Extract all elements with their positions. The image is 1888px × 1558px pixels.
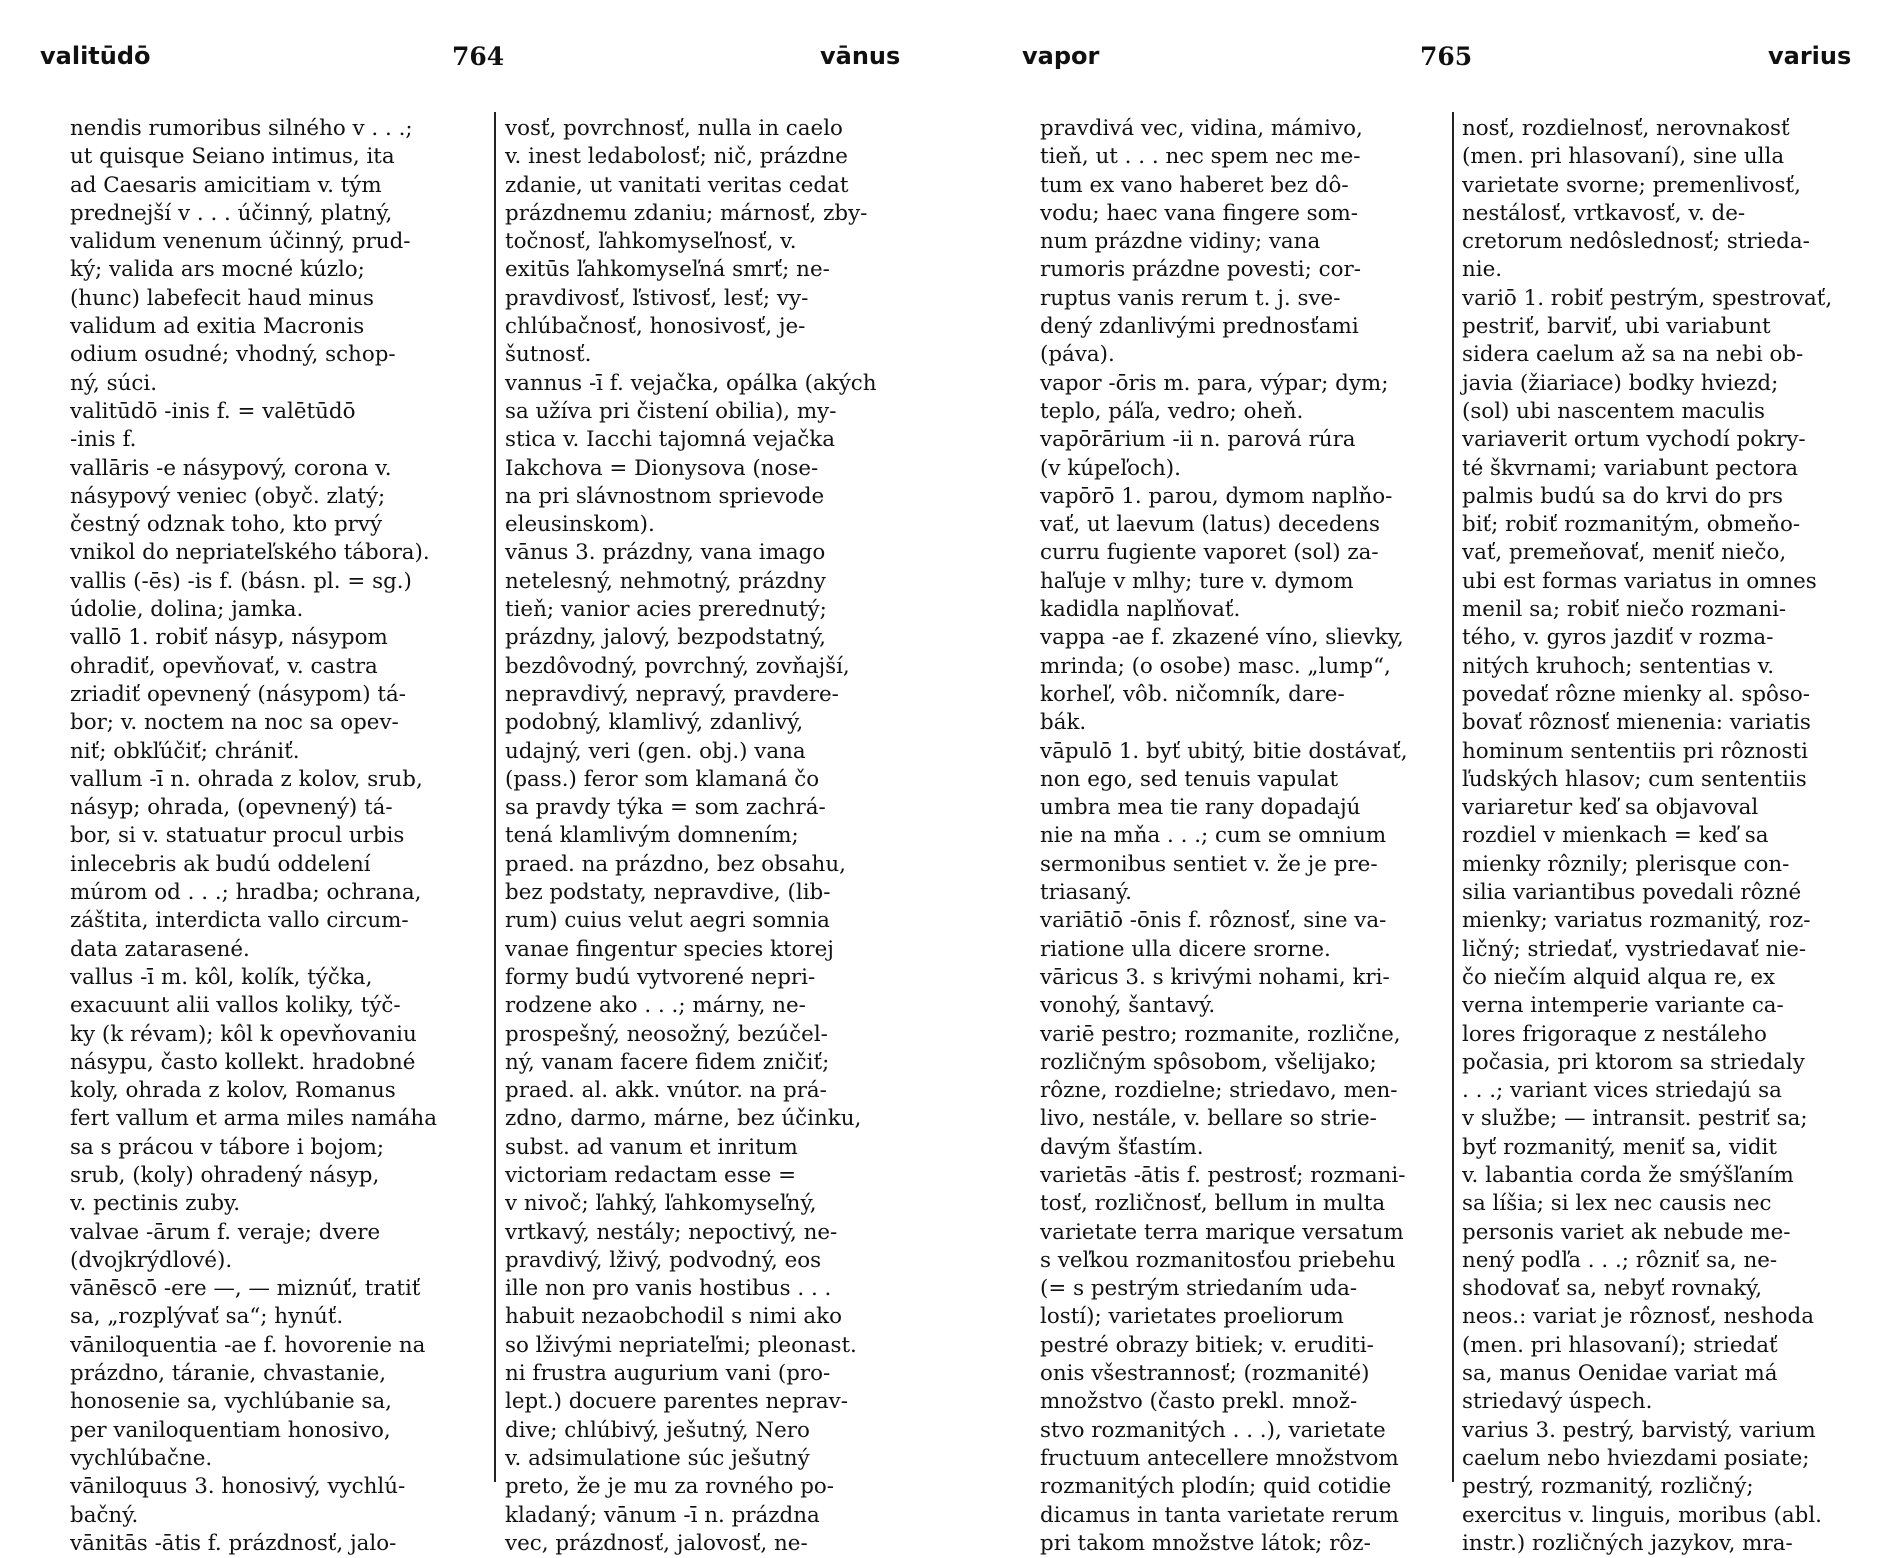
entry-text-line: sa pravdy týka = som zachrá- <box>505 795 826 821</box>
entry-text-line: exercitus v. linguis, moribus (abl. <box>1462 1502 1822 1528</box>
entry-text-line: pravdivý, lživý, podvodný, eos <box>505 1247 822 1273</box>
entry-text-line: Iakchova = Dionysova (nose- <box>505 455 819 481</box>
left-page-column-2 <box>505 115 905 1556</box>
entry-text-line: dive; chlúbivý, ješutný, Nero <box>505 1417 810 1443</box>
entry-text-line: údolie, dolina; jamka. <box>70 597 304 623</box>
entry-text-line: s veľkou rozmanitosťou priebehu <box>1040 1247 1396 1273</box>
entry-text-line: rôzne, rozdielne; striedavo, men- <box>1040 1078 1398 1104</box>
left-header-guide-word-last: vānus <box>820 42 901 70</box>
entry-text-line: vānitās -ātis f. prázdnosť, jalo- <box>70 1530 397 1556</box>
entry-text-line: na pri slávnostnom sprievode <box>505 483 825 509</box>
entry-text-line: neos.: variat je rôznosť, neshoda <box>1462 1304 1814 1330</box>
entry-text-line: bák. <box>1040 710 1087 736</box>
entry-text-line: biť; robiť rozmanitým, obmeňo- <box>1462 512 1801 538</box>
entry-text-line: stvo rozmanitých . . .), varietate <box>1040 1417 1386 1443</box>
entry-text-line: prázdny, jalový, bezpodstatný, <box>505 625 826 651</box>
entry-text-line: pestriť, barviť, ubi variabunt <box>1462 314 1771 340</box>
entry-text-line: bačný. <box>70 1502 139 1528</box>
entry-text-line: verna intemperie variante ca- <box>1462 993 1784 1019</box>
entry-text-line: v. inest ledabolosť; nič, prázdne <box>505 144 848 170</box>
entry-text-line: množstvo (často prekl. množ- <box>1040 1389 1358 1415</box>
entry-text-line: chlúbačnosť, honosivosť, je- <box>505 314 806 340</box>
entry-text-line: praed. na prázdno, bez obsahu, <box>505 851 846 877</box>
entry-text-line: sermonibus sentiet v. že je pre- <box>1040 851 1378 877</box>
entry-text-line: pravdivá vec, vidina, mámivo, <box>1040 116 1363 141</box>
entry-text-line: v. labantia corda že smýšľaním <box>1462 1162 1794 1188</box>
entry-text-line: mienky rôznily; plerisque con- <box>1462 851 1790 877</box>
entry-text-line: rumoris prázdne povesti; cor- <box>1040 257 1361 283</box>
entry-text-line: (= s pestrým striedaním uda- <box>1040 1276 1358 1302</box>
entry-text-line: lostí); varietates proeliorum <box>1040 1304 1344 1330</box>
entry-text-line: mienky; variatus rozmanitý, roz- <box>1462 908 1811 934</box>
entry-text-line: ný, vanam facere fidem zničiť; <box>505 1049 830 1075</box>
entry-text-line: nený podľa . . .; rôzniť sa, ne- <box>1462 1247 1778 1273</box>
entry-text-line: palmis budú sa do krvi do prs <box>1462 483 1784 509</box>
entry-text-line: formy budú vytvorené nepri- <box>505 964 816 990</box>
entry-text-line: menil sa; robiť niečo rozmani- <box>1462 597 1787 623</box>
entry-text-line: riatione ulla dicere srorne. <box>1040 936 1331 962</box>
entry-text-line: valitūdō -inis f. = valētūdō <box>70 398 356 424</box>
entry-text-line: udajný, veri (gen. obj.) vana <box>505 738 806 764</box>
entry-text-line: inlecebris ak budú oddelení <box>70 851 371 877</box>
entry-text-line: rozmanitých plodín; quid cotidie <box>1040 1474 1392 1500</box>
entry-text-line: variātiō -ōnis f. rôznosť, sine va- <box>1040 908 1387 934</box>
entry-text-line: vec, prázdnosť, jalovosť, ne- <box>505 1530 808 1556</box>
entry-text-line: shodovať sa, nebyť rovnaký, <box>1462 1276 1763 1302</box>
entry-text-line: striedavý úspech. <box>1462 1389 1653 1415</box>
entry-text-line: byť rozmanitý, meniť sa, vidit <box>1462 1134 1777 1160</box>
entry-text-line: cretorum nedôslednosť; strieda- <box>1462 229 1810 255</box>
entry-text-line: vodu; haec vana fingere som- <box>1040 200 1359 226</box>
entry-text-line: javia (žiariace) bodky hviezd; <box>1462 370 1779 396</box>
entry-text-line: ille non pro vanis hostibus . . . <box>505 1276 832 1302</box>
entry-text-line: vanae fingentur species ktorej <box>505 936 834 962</box>
entry-text-line: ličný; striedať, vystriedavať nie- <box>1462 936 1807 962</box>
entry-text-line: ad Caesaris amicitiam v. tým <box>70 172 382 198</box>
entry-text-line: zdno, darmo, márne, bez účinku, <box>505 1106 862 1132</box>
entry-text-line: niť; obkľúčiť; chrániť. <box>70 738 300 764</box>
entry-text-line: prednejší v . . . účinný, platný, <box>70 200 393 226</box>
entry-text-line: odium osudné; vhodný, schop- <box>70 342 396 368</box>
entry-text-line: vapōrō 1. parou, dymom naplňo- <box>1040 483 1393 509</box>
entry-text-line: mrinda; (o osobe) masc. „lump“, <box>1040 653 1391 679</box>
entry-text-line: variē pestro; rozmanite, rozlične, <box>1040 1021 1401 1047</box>
entry-text-line: vychlúbačne. <box>70 1445 213 1471</box>
entry-text-line: v. adsimulatione súc ješutný <box>505 1445 810 1471</box>
entry-text-line: triasaný. <box>1040 880 1132 906</box>
entry-text-line: nestálosť, vrtkavosť, v. de- <box>1462 200 1746 226</box>
entry-text-line: praed. al. akk. vnútor. na prá- <box>505 1078 827 1104</box>
entry-text-line: (dvojkrýdlové). <box>70 1247 233 1273</box>
entry-text-line: v. pectinis zuby. <box>70 1191 241 1217</box>
entry-text-line: ľudských hlasov; cum sententiis <box>1462 766 1807 792</box>
entry-text-line: prázdnemu zdaniu; márnosť, zby- <box>505 200 868 226</box>
entry-text-line: bez podstaty, nepravdive, (lib- <box>505 880 831 906</box>
entry-text-line: preto, že je mu za rovného po- <box>505 1474 835 1500</box>
right-page <box>1000 0 1888 1556</box>
entry-text-line: ohradiť, opevňovať, v. castra <box>70 653 378 679</box>
entry-text-line: vallō 1. robiť násyp, násypom <box>70 625 388 651</box>
entry-text-line: rodzene ako . . .; márny, ne- <box>505 993 806 1019</box>
entry-text-line: ut quisque Seiano intimus, ita <box>70 144 395 170</box>
entry-text-line: násypový veniec (obyč. zlatý; <box>70 483 386 509</box>
entry-text-line: exacuunt alii vallos koliky, týč- <box>70 993 401 1019</box>
entry-text-line: ký; valida ars mocné kúzlo; <box>70 257 365 283</box>
entry-text-line: valvae -ārum f. veraje; dvere <box>70 1219 381 1245</box>
entry-text-line: stica v. Iacchi tajomná vejačka <box>505 427 835 453</box>
entry-text-line: umbra mea tie rany dopadajú <box>1040 795 1361 821</box>
entry-text-line: šutnosť. <box>505 342 592 368</box>
entry-text-line: personis variet ak nebude me- <box>1462 1219 1791 1245</box>
entry-text-line: ni frustra augurium vani (pro- <box>505 1361 831 1387</box>
right-page-column-1 <box>1040 115 1440 1556</box>
entry-text-line: vapōrārium -ii n. parová rúra <box>1040 427 1356 453</box>
left-page-number: 764 <box>452 42 505 71</box>
entry-text-line: vonohý, šantavý. <box>1040 993 1216 1019</box>
entry-text-line: kladaný; vānum -ī n. prázdna <box>505 1502 820 1528</box>
entry-text-line: vať, ut laevum (latus) decedens <box>1040 512 1380 538</box>
entry-text-line: nendis rumoribus silného v . . .; <box>70 116 413 141</box>
entry-text-line: validum ad exitia Macronis <box>70 314 365 340</box>
entry-text-line: livo, nestále, v. bellare so strie- <box>1040 1106 1377 1132</box>
entry-text-line: (hunc) labefecit haud minus <box>70 285 374 311</box>
entry-text-line: vallum -ī n. ohrada z kolov, srub, <box>70 766 423 792</box>
entry-text-line: varius 3. pestrý, barvistý, varium <box>1462 1417 1816 1443</box>
entry-text-line: tosť, rozličnosť, bellum in multa <box>1040 1191 1386 1217</box>
entry-text-line: dicamus in tanta varietate rerum <box>1040 1502 1399 1528</box>
entry-text-line: (men. pri hlasovaní); striedať <box>1462 1332 1778 1358</box>
entry-text-line: korheľ, vôb. ničomník, dare- <box>1040 681 1345 707</box>
entry-text-line: počasia, pri ktorom sa striedaly <box>1462 1049 1805 1075</box>
entry-text-line: non ego, sed tenuis vapulat <box>1040 766 1339 792</box>
column-divider-left <box>494 112 496 1482</box>
entry-text-line: caelum nebo hviezdami posiate; <box>1462 1445 1810 1471</box>
entry-text-line: ky (k révam); kôl k opevňovaniu <box>70 1021 417 1047</box>
entry-text-line: tieň, ut . . . nec spem nec me- <box>1040 144 1361 170</box>
entry-text-line: . . .; variant vices striedajú sa <box>1462 1078 1782 1104</box>
entry-text-line: lores frigoraque z nestáleho <box>1462 1021 1767 1047</box>
left-page-column-1 <box>70 115 480 1556</box>
left-page <box>0 0 940 1556</box>
entry-text-line: násyp; ohrada, (opevnený) tá- <box>70 795 393 821</box>
entry-text-line: záštita, interdicta vallo circum- <box>70 908 409 934</box>
entry-text-line: haľuje v mlhy; ture v. dymom <box>1040 568 1354 594</box>
entry-text-line: (sol) ubi nascentem maculis <box>1462 398 1766 424</box>
right-header-guide-word-last: varius <box>1768 42 1852 70</box>
entry-text-line: vrtkavý, nestály; nepoctivý, ne- <box>505 1219 838 1245</box>
entry-text-line: ný, súci. <box>70 370 157 396</box>
entry-text-line: pestré obrazy bitiek; v. eruditi- <box>1040 1332 1374 1358</box>
entry-text-line: variaretur keď sa objavoval <box>1462 795 1759 821</box>
entry-text-line: nie na mňa . . .; cum se omnium <box>1040 823 1387 849</box>
entry-text-line: v službe; — intransit. pestriť sa; <box>1462 1106 1808 1132</box>
entry-text-line: násypu, často kollekt. hradobné <box>70 1049 416 1075</box>
entry-text-line: exitūs ľahkomyseľná smrť; ne- <box>505 257 830 283</box>
right-page-column-2 <box>1462 115 1862 1556</box>
entry-text-line: eleusinskom). <box>505 512 655 538</box>
entry-text-line: fructuum antecellere množstvom <box>1040 1445 1399 1471</box>
entry-text-line: srub, (koly) ohradený násyp, <box>70 1162 380 1188</box>
right-page-header <box>1000 42 1888 82</box>
entry-text-line: pravdivosť, ľstivosť, lesť; vy- <box>505 285 809 311</box>
entry-text-line: v nivoč; ľahký, ľahkomyseľný, <box>505 1191 817 1217</box>
entry-text-line: múrom od . . .; hradba; ochrana, <box>70 880 422 906</box>
entry-text-line: tého, v. gyros jazdiť v rozma- <box>1462 625 1774 651</box>
entry-text-line: vallis (-ēs) -is f. (básn. pl. = sg.) <box>70 568 412 594</box>
entry-text-line: ubi est formas variatus in omnes <box>1462 568 1817 594</box>
entry-text-line: tieň; vanior acies prerednutý; <box>505 597 827 623</box>
entry-text-line: vallāris -e násypový, corona v. <box>70 455 392 481</box>
entry-text-line: hominum sententiis pri rôznosti <box>1462 738 1808 764</box>
entry-text-line: nie. <box>1462 257 1503 283</box>
entry-text-line: prázdno, táranie, chvastanie, <box>70 1361 387 1387</box>
entry-text-line: onis všestrannosť; (rozmanité) <box>1040 1361 1370 1387</box>
entry-text-line: tum ex vano haberet bez dô- <box>1040 172 1349 198</box>
column-divider-right <box>1452 112 1454 1482</box>
entry-text-line: varietās -ātis f. pestrosť; rozmani- <box>1040 1162 1406 1188</box>
entry-text-line: vāniloquus 3. honosivý, vychlú- <box>70 1474 406 1500</box>
entry-text-line: zdanie, ut vanitati veritas cedat <box>505 172 849 198</box>
entry-text-line: davým šťastím. <box>1040 1134 1204 1160</box>
entry-text-line: curru fugiente vaporet (sol) za- <box>1040 540 1379 566</box>
entry-text-line: nitých kruhoch; sententias v. <box>1462 653 1774 679</box>
entry-text-line: ruptus vanis rerum t. j. sve- <box>1040 285 1341 311</box>
entry-text-line: bor, si v. statuatur procul urbis <box>70 823 405 849</box>
entry-text-line: vať, premeňovať, meniť niečo, <box>1462 540 1787 566</box>
entry-text-line: per vaniloquentiam honosivo, <box>70 1417 391 1443</box>
entry-text-line: rum) cuius velut aegri somnia <box>505 908 830 934</box>
entry-text-line: dený zdanlivými prednosťami <box>1040 314 1359 340</box>
right-page-number: 765 <box>1420 42 1473 71</box>
entry-text-line: variaverit ortum vychodí pokry- <box>1462 427 1806 453</box>
left-page-header <box>0 42 940 82</box>
entry-text-line: sidera caelum až sa na nebi ob- <box>1462 342 1804 368</box>
entry-text-line: fert vallum et arma miles namáha <box>70 1106 437 1132</box>
entry-text-line: vosť, povrchnosť, nulla in caelo <box>505 116 843 141</box>
entry-text-line: silia variantibus povedali rôzné <box>1462 880 1802 906</box>
entry-text-line: so lživými nepriateľmi; pleonast. <box>505 1332 857 1358</box>
entry-text-line: vallus -ī m. kôl, kolík, týčka, <box>70 964 373 990</box>
entry-text-line: vāricus 3. s krivými nohami, kri- <box>1040 964 1390 990</box>
entry-text-line: rozličným spôsobom, všelijako; <box>1040 1049 1377 1075</box>
entry-text-line: sa líšia; si lex nec causis nec <box>1462 1191 1772 1217</box>
entry-text-line: čestný odznak toho, kto prvý <box>70 512 383 538</box>
entry-text-line: netelesný, nehmotný, prázdny <box>505 568 826 594</box>
entry-text-line: bor; v. noctem na noc sa opev- <box>70 710 399 736</box>
entry-text-line: povedať rôzne mienky al. spôso- <box>1462 681 1810 707</box>
entry-text-line: vnikol do nepriateľského tábora). <box>70 540 430 566</box>
entry-text-line: pestrý, rozmanitý, rozličný; <box>1462 1474 1754 1500</box>
entry-text-line: vannus -ī f. vejačka, opálka (akých <box>505 370 877 396</box>
entry-text-line: num prázdne vidiny; vana <box>1040 229 1321 255</box>
entry-text-line: habuit nezaobchodil s nimi ako <box>505 1304 842 1330</box>
entry-text-line: vāpulō 1. byť ubitý, bitie dostávať, <box>1040 738 1408 764</box>
entry-text-line: instr.) rozličných jazykov, mra- <box>1462 1530 1793 1556</box>
entry-text-line: vappa -ae f. zkazené víno, slievky, <box>1040 625 1404 651</box>
entry-text-line: nosť, rozdielnosť, nerovnakosť <box>1462 116 1790 141</box>
entry-text-line: data zatarasené. <box>70 936 250 962</box>
entry-text-line: variō 1. robiť pestrým, spestrovať, <box>1462 285 1833 311</box>
entry-text-line: vānēscō -ere —, — miznúť, tratiť <box>70 1276 421 1302</box>
entry-text-line: vānus 3. prázdny, vana imago <box>505 540 826 566</box>
left-header-guide-word-first: valitūdō <box>40 42 151 70</box>
entry-text-line: (páva). <box>1040 342 1115 368</box>
entry-text-line: tená klamlivým domnením; <box>505 823 799 849</box>
entry-text-line: bezdôvodný, povrchný, zovňajší, <box>505 653 850 679</box>
entry-text-line: rozdiel v mienkach = keď sa <box>1462 823 1769 849</box>
entry-text-line: (pass.) feror som klamaná čo <box>505 766 820 792</box>
entry-text-line: (v kúpeľoch). <box>1040 455 1181 481</box>
entry-text-line: varietate svorne; premenlivosť, <box>1462 172 1801 198</box>
entry-text-line: té škvrnami; variabunt pectora <box>1462 455 1799 481</box>
entry-text-line: validum venenum účinný, prud- <box>70 229 411 255</box>
entry-text-line: točnosť, ľahkomyseľnosť, v. <box>505 229 797 255</box>
entry-text-line: lept.) docuere parentes neprav- <box>505 1389 848 1415</box>
entry-text-line: victoriam redactam esse = <box>505 1162 797 1188</box>
entry-text-line: sa s prácou v tábore i bojom; <box>70 1134 385 1160</box>
entry-text-line: sa, manus Oenidae variat má <box>1462 1361 1778 1387</box>
entry-text-line: čo niečím alquid alqua re, ex <box>1462 964 1776 990</box>
entry-text-line: vapor -ōris m. para, výpar; dym; <box>1040 370 1389 396</box>
entry-text-line: zriadiť opevnený (násypom) tá- <box>70 681 406 707</box>
entry-text-line: subst. ad vanum et inritum <box>505 1134 798 1160</box>
entry-text-line: vāniloquentia -ae f. hovorenie na <box>70 1332 426 1358</box>
entry-text-line: honosenie sa, vychlúbanie sa, <box>70 1389 392 1415</box>
entry-text-line: sa, „rozplývať sa“; hynúť. <box>70 1304 344 1330</box>
entry-text-line: pri takom množstve látok; rôz- <box>1040 1530 1371 1556</box>
entry-text-line: podobný, klamlivý, zdanlivý, <box>505 710 804 736</box>
entry-text-line: kadidla naplňovať. <box>1040 597 1241 623</box>
entry-text-line: teplo, páľa, vedro; oheň. <box>1040 398 1304 424</box>
entry-text-line: varietate terra marique versatum <box>1040 1219 1404 1245</box>
entry-text-line: (men. pri hlasovaní), sine ulla <box>1462 144 1785 170</box>
entry-text-line: prospešný, neosožný, bezúčel- <box>505 1021 828 1047</box>
entry-text-line: sa užíva pri čistení obilia), my- <box>505 398 837 424</box>
entry-text-line: koly, ohrada z kolov, Romanus <box>70 1078 396 1104</box>
entry-text-line: nepravdivý, nepravý, pravdere- <box>505 681 839 707</box>
entry-text-line: bovať rôznosť mienenia: variatis <box>1462 710 1811 736</box>
right-header-guide-word-first: vapor <box>1022 42 1100 70</box>
entry-text-line: -inis f. <box>70 427 137 453</box>
